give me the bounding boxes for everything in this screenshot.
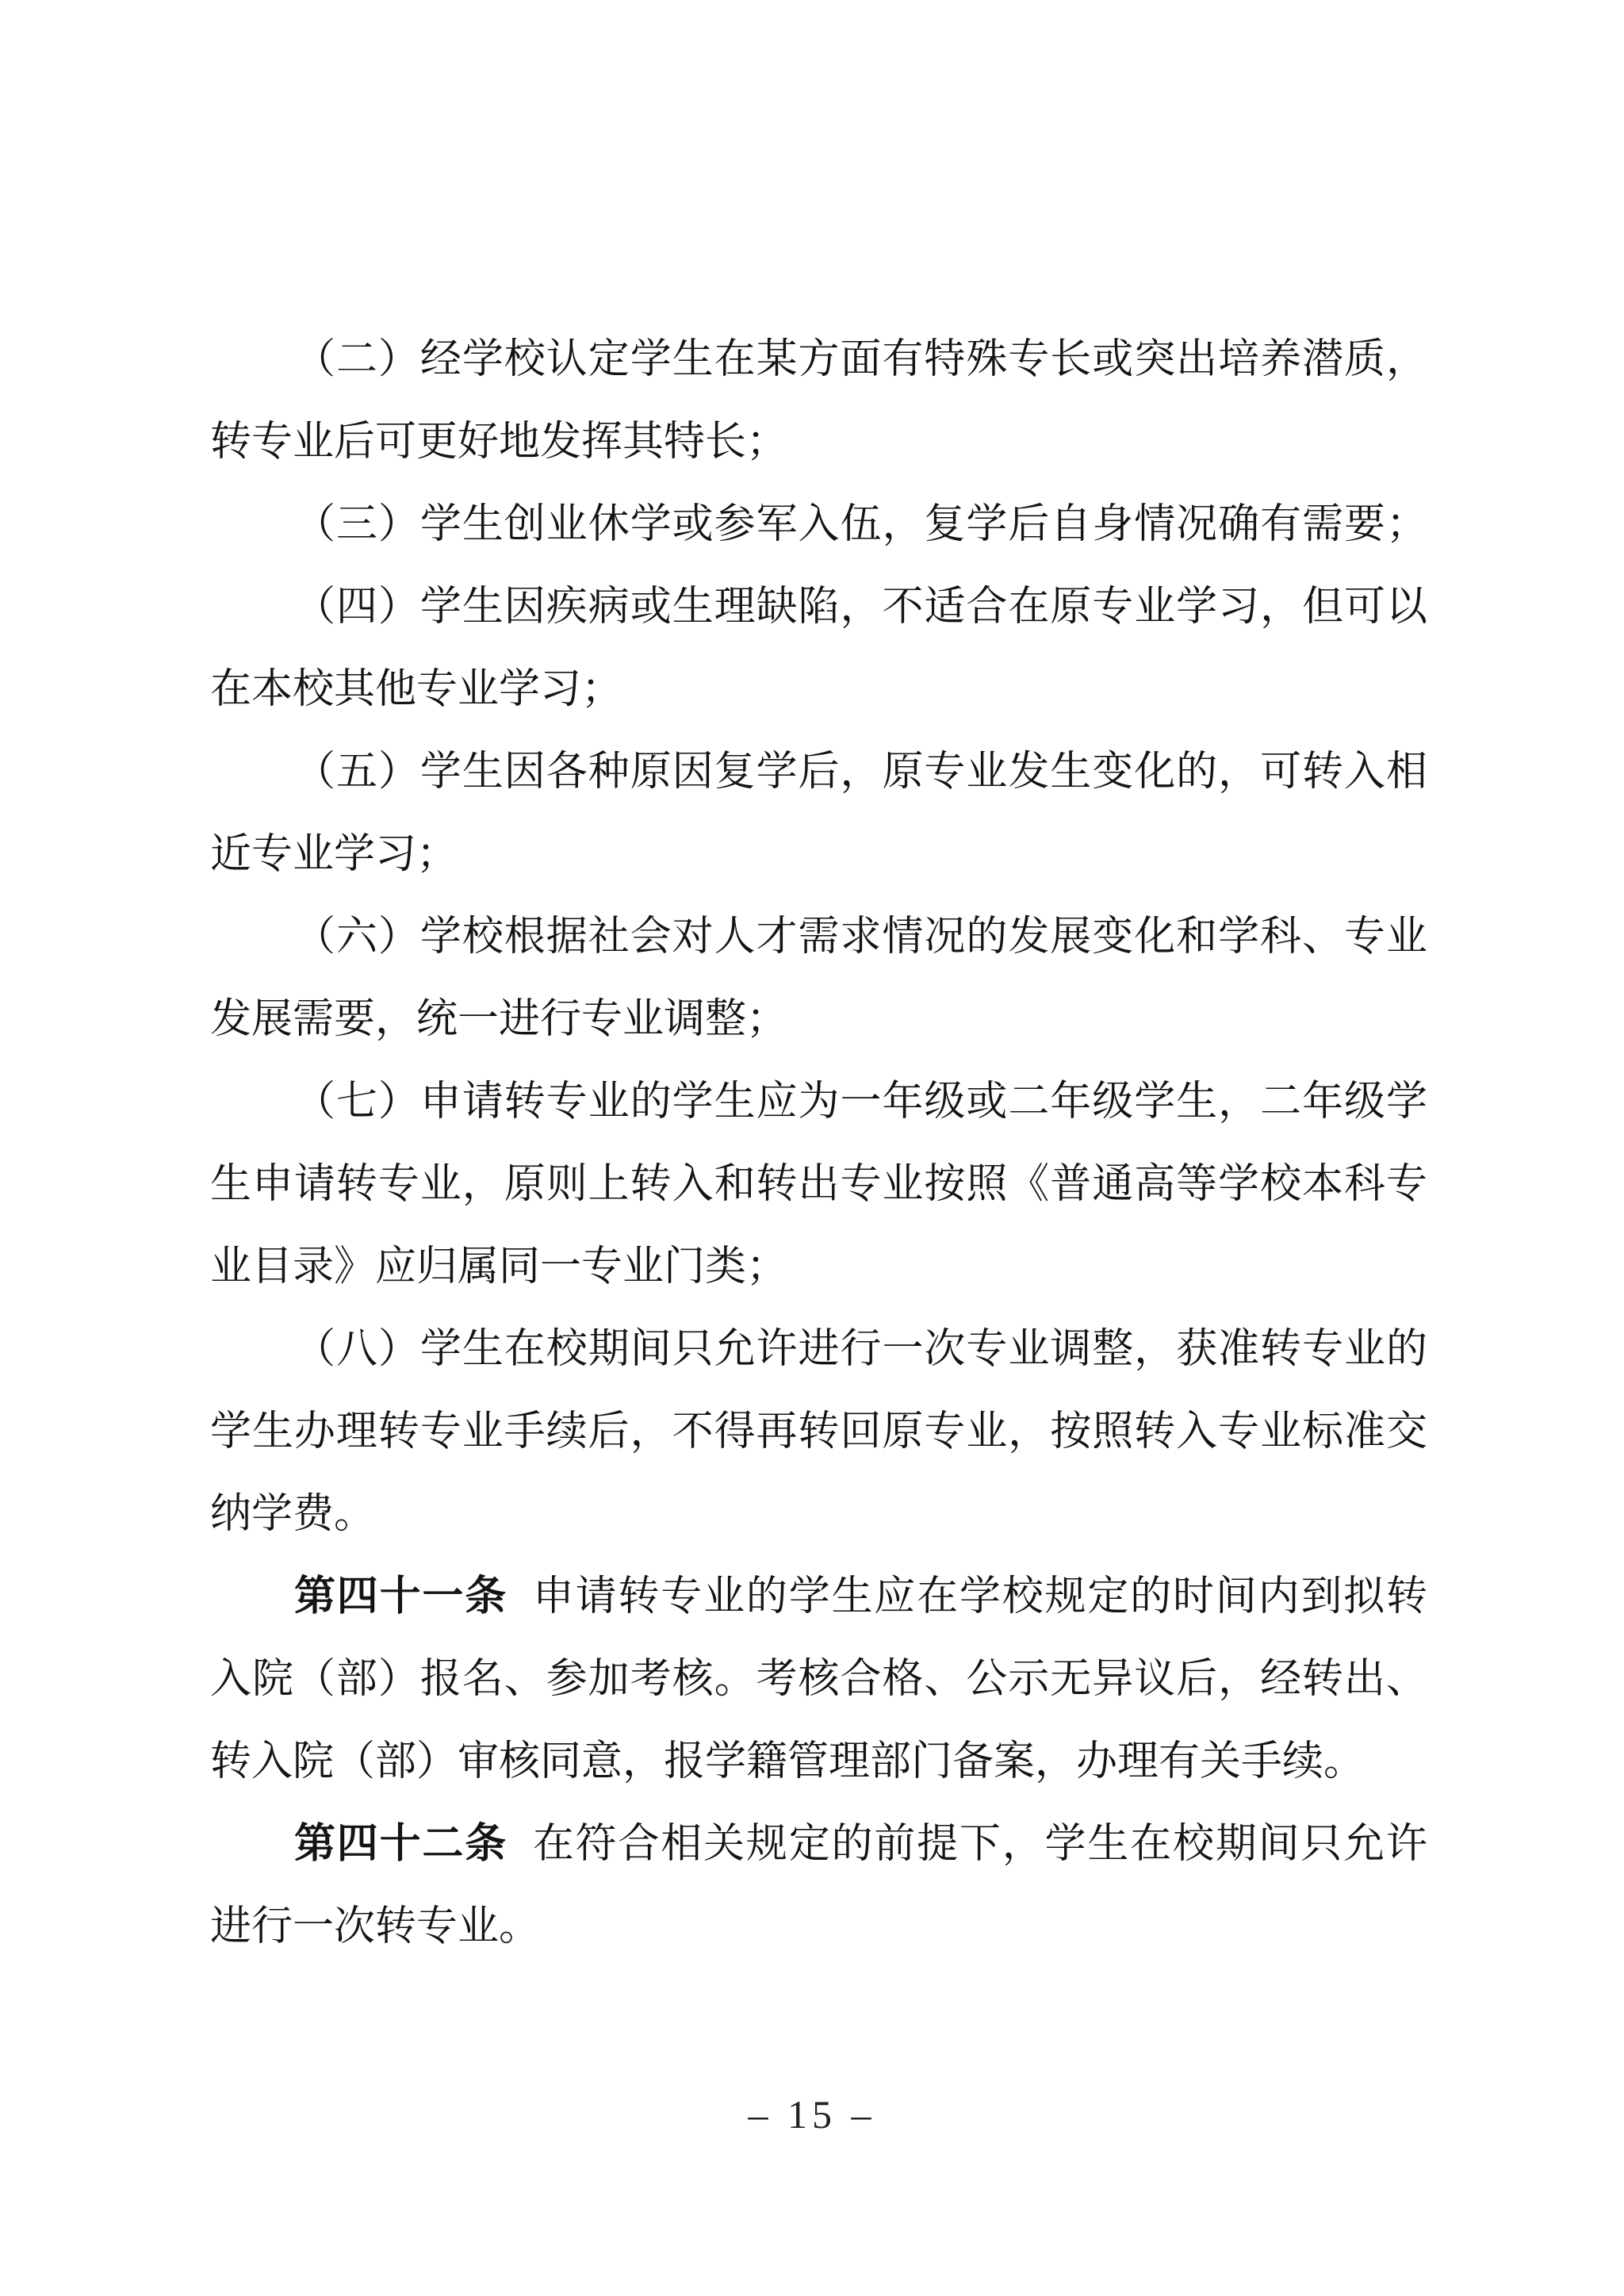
line-text: 进行一次转专业。 (210, 1904, 541, 1949)
line-text: 学生办理转专业手续后，不得再转回原专业，按照转入专业标准交 (210, 1409, 1427, 1455)
text-line (210, 896, 1427, 979)
text-line (210, 319, 1427, 401)
line-text: （三）学生创业休学或参军入伍，复学后自身情况确有需要； (294, 502, 1427, 547)
line-text: 近专业学习； (210, 832, 458, 877)
article-number: 第四十一条 (294, 1574, 508, 1619)
line-text: 转专业后可更好地发挥其特长； (210, 420, 788, 465)
text-line (210, 401, 1427, 484)
text-line (210, 814, 1427, 896)
text-line (210, 1803, 1427, 1886)
line-text: 生申请转专业，原则上转入和转出专业按照《普通高等学校本科专 (210, 1162, 1427, 1207)
line-text: 发展需要，统一进行专业调整； (210, 997, 788, 1042)
line-text: 入院（部）报名、参加考核。考核合格、公示无异议后，经转出、 (210, 1657, 1427, 1702)
text-line (210, 566, 1427, 649)
text-line (210, 979, 1427, 1061)
text-line (210, 1061, 1427, 1144)
line-text: （六）学校根据社会对人才需求情况的发展变化和学科、专业 (294, 914, 1427, 960)
text-line (210, 1721, 1427, 1803)
line-text: （四）学生因疾病或生理缺陷，不适合在原专业学习，但可以 (294, 585, 1427, 630)
text-line (210, 1556, 1427, 1639)
text-line (210, 1639, 1427, 1721)
text-line (210, 1144, 1427, 1226)
page-body (210, 319, 1427, 1968)
article-number: 第四十二条 (294, 1822, 508, 1867)
line-text: 纳学费。 (210, 1492, 376, 1537)
text-line (210, 731, 1427, 814)
line-text: （八）学生在校期间只允许进行一次专业调整，获准转专业的 (294, 1327, 1427, 1372)
line-text: 申请转专业的学生应在学校规定的时间内到拟转 (531, 1574, 1427, 1619)
text-line (210, 649, 1427, 731)
text-line (210, 1474, 1427, 1556)
text-line (210, 1391, 1427, 1474)
text-line (210, 484, 1427, 566)
page-number: – 15 – (748, 2092, 876, 2137)
text-line (210, 1226, 1427, 1309)
line-text: （五）学生因各种原因复学后，原专业发生变化的，可转入相 (294, 749, 1427, 795)
text-line (210, 1309, 1427, 1391)
line-text: 在符合相关规定的前提下，学生在校期间只允许 (531, 1822, 1427, 1867)
line-text: 转入院（部）审核同意，报学籍管理部门备案，办理有关手续。 (210, 1739, 1365, 1784)
line-text: （二）经学校认定学生在某方面有特殊专长或突出培养潜质， (294, 337, 1427, 382)
line-text: 业目录》应归属同一专业门类； (210, 1244, 788, 1290)
line-text: （七）申请转专业的学生应为一年级或二年级学生，二年级学 (294, 1079, 1427, 1125)
text-line (210, 1886, 1427, 1968)
line-text: 在本校其他专业学习； (210, 667, 623, 712)
